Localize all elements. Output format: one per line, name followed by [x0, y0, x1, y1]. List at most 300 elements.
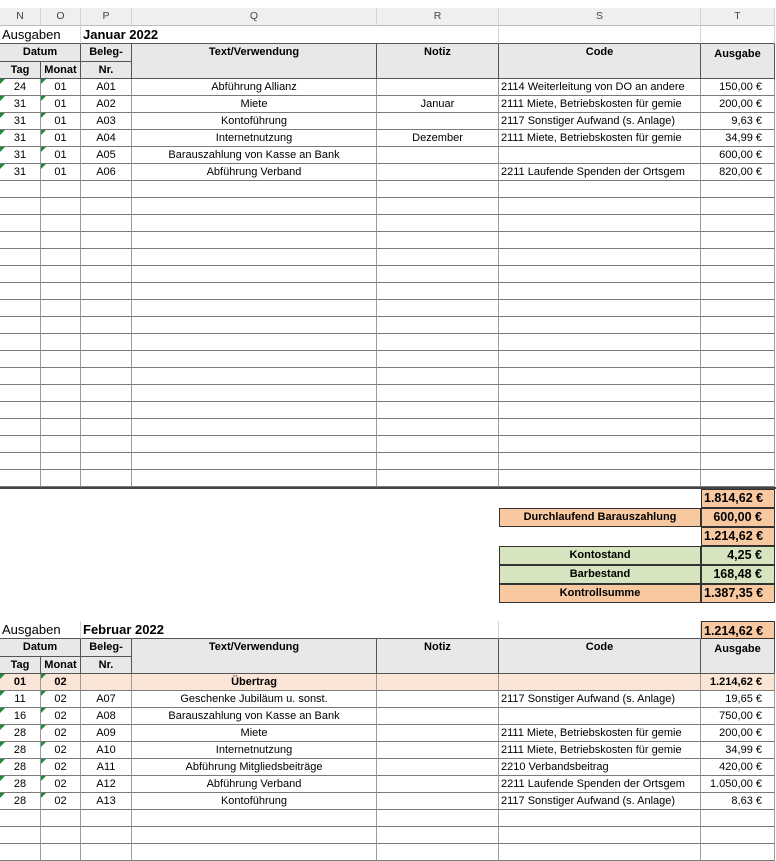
- empty-cell[interactable]: [499, 402, 701, 419]
- code-header[interactable]: Code: [499, 44, 701, 79]
- column-header-s[interactable]: S: [499, 8, 701, 26]
- empty-cell[interactable]: [41, 266, 81, 283]
- text-header[interactable]: Text/Verwendung: [132, 639, 377, 674]
- empty-cell[interactable]: [81, 419, 132, 436]
- empty-cell[interactable]: [499, 266, 701, 283]
- empty-cell[interactable]: [701, 198, 775, 215]
- ausgabe-cell[interactable]: 8,63 €: [701, 793, 775, 810]
- uebertrag-tag[interactable]: 01: [0, 674, 41, 691]
- code-cell[interactable]: 2117 Sonstiger Aufwand (s. Anlage): [499, 691, 701, 708]
- empty-cell[interactable]: [499, 334, 701, 351]
- table-row: [0, 725, 776, 742]
- empty-cell[interactable]: [0, 215, 41, 232]
- empty-row: [0, 385, 776, 402]
- tag-header[interactable]: Tag: [0, 657, 41, 674]
- empty-cell[interactable]: [701, 368, 775, 385]
- code-cell[interactable]: 2111 Miete, Betriebskosten für gemie: [499, 742, 701, 759]
- empty-cell[interactable]: [499, 215, 701, 232]
- empty-row: [0, 300, 776, 317]
- empty-cell[interactable]: [377, 368, 499, 385]
- empty-cell[interactable]: [377, 385, 499, 402]
- empty-cell[interactable]: [0, 453, 41, 470]
- empty-cell[interactable]: [41, 198, 81, 215]
- ausgabe-cell[interactable]: 420,00 €: [701, 759, 775, 776]
- notiz-header[interactable]: Notiz: [377, 639, 499, 674]
- empty-cell[interactable]: [499, 436, 701, 453]
- column-header-p[interactable]: P: [81, 8, 132, 26]
- notiz-cell[interactable]: [377, 164, 499, 181]
- empty-cell[interactable]: [0, 232, 41, 249]
- beleg-cell[interactable]: A09: [81, 725, 132, 742]
- ausgabe-cell[interactable]: 9,63 €: [701, 113, 775, 130]
- empty-cell[interactable]: [132, 419, 377, 436]
- empty-cell[interactable]: [377, 419, 499, 436]
- beleg-cell[interactable]: A04: [81, 130, 132, 147]
- empty-cell[interactable]: [81, 844, 132, 861]
- column-header-r[interactable]: R: [377, 8, 499, 26]
- barbestand-label[interactable]: Barbestand: [499, 565, 701, 584]
- tag-cell[interactable]: 28: [0, 742, 41, 759]
- empty-cell[interactable]: [41, 844, 81, 861]
- total-value[interactable]: 1.814,62 €: [701, 489, 775, 508]
- monat-header[interactable]: Monat: [41, 62, 81, 79]
- carry-value[interactable]: 1.214,62 €: [701, 621, 775, 639]
- empty-cell[interactable]: [81, 470, 132, 487]
- empty-cell[interactable]: [377, 827, 499, 844]
- ausgabe-cell[interactable]: 600,00 €: [701, 147, 775, 164]
- column-header-n[interactable]: N: [0, 8, 41, 26]
- empty-cell[interactable]: [81, 283, 132, 300]
- monat-cell[interactable]: 01: [41, 96, 81, 113]
- empty-cell[interactable]: [41, 470, 81, 487]
- empty-cell[interactable]: [377, 402, 499, 419]
- empty-cell[interactable]: [41, 334, 81, 351]
- empty-cell[interactable]: [499, 232, 701, 249]
- empty-cell[interactable]: [132, 334, 377, 351]
- empty-cell[interactable]: [132, 368, 377, 385]
- empty-cell[interactable]: [41, 453, 81, 470]
- empty-cell[interactable]: [81, 827, 132, 844]
- empty-cell[interactable]: [499, 827, 701, 844]
- empty-cell[interactable]: [701, 402, 775, 419]
- tag-cell[interactable]: 11: [0, 691, 41, 708]
- tag-cell[interactable]: 31: [0, 113, 41, 130]
- empty-row: [0, 334, 776, 351]
- month-label[interactable]: Februar 2022: [81, 621, 499, 639]
- empty-cell[interactable]: [701, 436, 775, 453]
- empty-cell[interactable]: [499, 844, 701, 861]
- empty-cell[interactable]: [377, 232, 499, 249]
- empty-cell[interactable]: [132, 232, 377, 249]
- empty-cell[interactable]: [701, 317, 775, 334]
- empty-cell[interactable]: [377, 436, 499, 453]
- tag-cell[interactable]: 28: [0, 793, 41, 810]
- beleg-cell[interactable]: A07: [81, 691, 132, 708]
- empty-cell[interactable]: [41, 827, 81, 844]
- empty-cell[interactable]: [132, 198, 377, 215]
- code-cell[interactable]: 2114 Weiterleitung von DO an andere: [499, 79, 701, 96]
- monat-cell[interactable]: 01: [41, 147, 81, 164]
- empty-cell[interactable]: [0, 198, 41, 215]
- tag-cell[interactable]: 16: [0, 708, 41, 725]
- notiz-cell[interactable]: [377, 147, 499, 164]
- kontostand-value[interactable]: 4,25 €: [701, 546, 775, 565]
- notiz-header[interactable]: Notiz: [377, 44, 499, 79]
- empty-cell[interactable]: [81, 368, 132, 385]
- empty-cell[interactable]: [81, 402, 132, 419]
- empty-cell[interactable]: [701, 215, 775, 232]
- column-header-o[interactable]: O: [41, 8, 81, 26]
- empty-cell[interactable]: [81, 232, 132, 249]
- empty-cell[interactable]: [81, 453, 132, 470]
- notiz-cell[interactable]: [377, 113, 499, 130]
- uebertrag-ausgabe[interactable]: 1.214,62 €: [701, 674, 775, 691]
- code-cell[interactable]: 2210 Verbandsbeitrag: [499, 759, 701, 776]
- table-row: [0, 759, 776, 776]
- empty-cell[interactable]: [0, 334, 41, 351]
- uebertrag-text[interactable]: Übertrag: [132, 674, 377, 691]
- empty-cell[interactable]: [377, 300, 499, 317]
- empty-cell[interactable]: [0, 470, 41, 487]
- notiz-cell[interactable]: [377, 793, 499, 810]
- monat-cell[interactable]: 02: [41, 793, 81, 810]
- empty-cell[interactable]: [499, 674, 701, 691]
- beleg-cell[interactable]: A03: [81, 113, 132, 130]
- empty-cell[interactable]: [377, 266, 499, 283]
- empty-cell[interactable]: [499, 368, 701, 385]
- ausgabe-cell[interactable]: 200,00 €: [701, 96, 775, 113]
- ausgabe-cell[interactable]: 1.050,00 €: [701, 776, 775, 793]
- uebertrag-monat[interactable]: 02: [41, 674, 81, 691]
- empty-cell[interactable]: [0, 810, 41, 827]
- empty-cell[interactable]: [41, 385, 81, 402]
- empty-cell[interactable]: [41, 351, 81, 368]
- empty-cell[interactable]: [377, 674, 499, 691]
- ausgabe-cell[interactable]: 200,00 €: [701, 725, 775, 742]
- text-cell[interactable]: Barauszahlung von Kasse an Bank: [132, 147, 377, 164]
- text-cell[interactable]: Miete: [132, 725, 377, 742]
- ausgabe-header[interactable]: Ausgabe: [701, 639, 775, 674]
- ausgabe-cell[interactable]: 34,99 €: [701, 130, 775, 147]
- monat-cell[interactable]: 02: [41, 742, 81, 759]
- empty-cell[interactable]: [132, 470, 377, 487]
- kontrollsumme-value[interactable]: 1.387,35 €: [701, 584, 775, 603]
- empty-cell[interactable]: [0, 827, 41, 844]
- notiz-cell[interactable]: [377, 79, 499, 96]
- notiz-cell[interactable]: [377, 725, 499, 742]
- empty-cell[interactable]: [377, 334, 499, 351]
- section-label[interactable]: Ausgaben: [0, 621, 81, 639]
- empty-cell[interactable]: [0, 436, 41, 453]
- empty-cell[interactable]: [81, 317, 132, 334]
- empty-cell[interactable]: [377, 351, 499, 368]
- empty-cell[interactable]: [0, 317, 41, 334]
- durchlaufend-label[interactable]: Durchlaufend Barauszahlung: [499, 508, 701, 527]
- empty-cell[interactable]: [701, 827, 775, 844]
- empty-cell[interactable]: [81, 810, 132, 827]
- ausgabe-cell[interactable]: 34,99 €: [701, 742, 775, 759]
- text-cell[interactable]: Abführung Mitgliedsbeiträge: [132, 759, 377, 776]
- beleg-cell[interactable]: A13: [81, 793, 132, 810]
- beleg-cell[interactable]: A02: [81, 96, 132, 113]
- table-row: [0, 79, 776, 96]
- text-cell[interactable]: Barauszahlung von Kasse an Bank: [132, 708, 377, 725]
- empty-cell[interactable]: [41, 181, 81, 198]
- empty-cell[interactable]: [701, 283, 775, 300]
- text-cell[interactable]: Kontoführung: [132, 793, 377, 810]
- tag-cell[interactable]: 28: [0, 776, 41, 793]
- empty-cell[interactable]: [701, 232, 775, 249]
- monat-cell[interactable]: 02: [41, 725, 81, 742]
- empty-cell[interactable]: [81, 198, 132, 215]
- tag-cell[interactable]: 31: [0, 147, 41, 164]
- empty-cell[interactable]: [81, 249, 132, 266]
- empty-cell[interactable]: [41, 249, 81, 266]
- monat-cell[interactable]: 02: [41, 708, 81, 725]
- monat-cell[interactable]: 01: [41, 79, 81, 96]
- empty-cell[interactable]: [41, 300, 81, 317]
- empty-cell[interactable]: [0, 283, 41, 300]
- code-cell[interactable]: 2117 Sonstiger Aufwand (s. Anlage): [499, 113, 701, 130]
- empty-cell[interactable]: [0, 844, 41, 861]
- empty-cell[interactable]: [41, 419, 81, 436]
- empty-cell[interactable]: [81, 351, 132, 368]
- ausgabe-header[interactable]: Ausgabe: [701, 44, 775, 79]
- code-cell[interactable]: 2117 Sonstiger Aufwand (s. Anlage): [499, 793, 701, 810]
- empty-cell[interactable]: [701, 470, 775, 487]
- table-row: [0, 691, 776, 708]
- tag-header[interactable]: Tag: [0, 62, 41, 79]
- empty-cell[interactable]: [0, 419, 41, 436]
- empty-cell[interactable]: [377, 283, 499, 300]
- empty-cell[interactable]: [701, 385, 775, 402]
- empty-cell[interactable]: [499, 26, 701, 44]
- empty-cell[interactable]: [499, 470, 701, 487]
- empty-row: [0, 810, 776, 827]
- text-cell[interactable]: Kontoführung: [132, 113, 377, 130]
- datum-header[interactable]: Datum: [0, 44, 81, 62]
- empty-cell[interactable]: [132, 317, 377, 334]
- tag-cell[interactable]: 31: [0, 130, 41, 147]
- empty-cell[interactable]: [81, 674, 132, 691]
- empty-cell[interactable]: [499, 385, 701, 402]
- empty-cell[interactable]: [132, 181, 377, 198]
- code-header[interactable]: Code: [499, 639, 701, 674]
- code-cell[interactable]: 2211 Laufende Spenden der Ortsgem: [499, 776, 701, 793]
- empty-row: [0, 232, 776, 249]
- text-cell[interactable]: Internetnutzung: [132, 130, 377, 147]
- code-cell[interactable]: 2111 Miete, Betriebskosten für gemie: [499, 725, 701, 742]
- empty-cell[interactable]: [499, 249, 701, 266]
- empty-cell[interactable]: [499, 351, 701, 368]
- tag-cell[interactable]: 24: [0, 79, 41, 96]
- empty-cell[interactable]: [499, 317, 701, 334]
- empty-row: [0, 368, 776, 385]
- empty-cell[interactable]: [499, 300, 701, 317]
- notiz-cell[interactable]: [377, 691, 499, 708]
- monat-cell[interactable]: 01: [41, 130, 81, 147]
- empty-cell[interactable]: [499, 453, 701, 470]
- kontrollsumme-label[interactable]: Kontrollsumme: [499, 584, 701, 603]
- empty-cell[interactable]: [41, 215, 81, 232]
- beleg-cell[interactable]: A08: [81, 708, 132, 725]
- beleg-header[interactable]: Beleg-: [81, 639, 132, 657]
- empty-cell[interactable]: [377, 453, 499, 470]
- empty-cell[interactable]: [81, 266, 132, 283]
- tag-cell[interactable]: 31: [0, 96, 41, 113]
- monat-cell[interactable]: 02: [41, 776, 81, 793]
- empty-cell[interactable]: [701, 453, 775, 470]
- empty-cell[interactable]: [0, 368, 41, 385]
- empty-cell[interactable]: [701, 266, 775, 283]
- empty-cell[interactable]: [701, 26, 775, 44]
- empty-cell[interactable]: [132, 436, 377, 453]
- code-cell[interactable]: 2111 Miete, Betriebskosten für gemie: [499, 130, 701, 147]
- empty-cell[interactable]: [132, 385, 377, 402]
- text-cell[interactable]: Geschenke Jubiläum u. sonst.: [132, 691, 377, 708]
- barbestand-value[interactable]: 168,48 €: [701, 565, 775, 584]
- month-label[interactable]: Januar 2022: [81, 26, 499, 44]
- empty-cell[interactable]: [701, 419, 775, 436]
- empty-cell[interactable]: [41, 283, 81, 300]
- monat-header[interactable]: Monat: [41, 657, 81, 674]
- code-cell[interactable]: 2111 Miete, Betriebskosten für gemie: [499, 96, 701, 113]
- monat-cell[interactable]: 02: [41, 691, 81, 708]
- empty-cell[interactable]: [499, 621, 701, 639]
- empty-cell[interactable]: [81, 334, 132, 351]
- empty-cell[interactable]: [701, 351, 775, 368]
- empty-cell[interactable]: [132, 215, 377, 232]
- empty-cell[interactable]: [132, 283, 377, 300]
- empty-cell[interactable]: [132, 827, 377, 844]
- empty-cell[interactable]: [377, 215, 499, 232]
- ausgabe-cell[interactable]: 150,00 €: [701, 79, 775, 96]
- empty-cell[interactable]: [377, 249, 499, 266]
- empty-cell[interactable]: [701, 300, 775, 317]
- notiz-cell[interactable]: [377, 708, 499, 725]
- empty-cell[interactable]: [41, 232, 81, 249]
- empty-cell[interactable]: [499, 198, 701, 215]
- empty-cell[interactable]: [701, 844, 775, 861]
- empty-cell[interactable]: [377, 810, 499, 827]
- empty-cell[interactable]: [132, 453, 377, 470]
- notiz-cell[interactable]: Januar: [377, 96, 499, 113]
- empty-cell[interactable]: [81, 215, 132, 232]
- notiz-cell[interactable]: [377, 742, 499, 759]
- ausgabe-cell[interactable]: 820,00 €: [701, 164, 775, 181]
- column-header-t[interactable]: T: [701, 8, 775, 26]
- empty-cell[interactable]: [0, 181, 41, 198]
- empty-cell[interactable]: [377, 470, 499, 487]
- empty-cell[interactable]: [0, 249, 41, 266]
- empty-cell[interactable]: [377, 317, 499, 334]
- text-cell[interactable]: Abführung Allianz: [132, 79, 377, 96]
- empty-cell[interactable]: [81, 385, 132, 402]
- empty-cell[interactable]: [0, 402, 41, 419]
- column-header-q[interactable]: Q: [132, 8, 377, 26]
- empty-cell[interactable]: [377, 181, 499, 198]
- tag-cell[interactable]: 28: [0, 759, 41, 776]
- empty-cell[interactable]: [41, 436, 81, 453]
- code-cell[interactable]: [499, 147, 701, 164]
- durchlaufend-value[interactable]: 600,00 €: [701, 508, 775, 527]
- ausgabe-cell[interactable]: 750,00 €: [701, 708, 775, 725]
- empty-cell[interactable]: [132, 300, 377, 317]
- empty-cell[interactable]: [41, 810, 81, 827]
- empty-cell[interactable]: [701, 334, 775, 351]
- beleg-cell[interactable]: A01: [81, 79, 132, 96]
- code-cell[interactable]: 2211 Laufende Spenden der Ortsgem: [499, 164, 701, 181]
- beleg-nr-header[interactable]: Nr.: [81, 657, 132, 674]
- monat-cell[interactable]: 01: [41, 113, 81, 130]
- empty-cell[interactable]: [132, 249, 377, 266]
- empty-cell[interactable]: [132, 402, 377, 419]
- code-cell[interactable]: [499, 708, 701, 725]
- empty-cell[interactable]: [132, 266, 377, 283]
- monat-cell[interactable]: 01: [41, 164, 81, 181]
- net-value[interactable]: 1.214,62 €: [701, 527, 775, 546]
- tag-cell[interactable]: 28: [0, 725, 41, 742]
- empty-cell[interactable]: [499, 181, 701, 198]
- beleg-cell[interactable]: A05: [81, 147, 132, 164]
- datum-header[interactable]: Datum: [0, 639, 81, 657]
- empty-cell[interactable]: [81, 300, 132, 317]
- section-label[interactable]: Ausgaben: [0, 26, 81, 44]
- empty-cell[interactable]: [499, 283, 701, 300]
- text-cell[interactable]: Internetnutzung: [132, 742, 377, 759]
- empty-cell[interactable]: [0, 351, 41, 368]
- empty-cell[interactable]: [377, 198, 499, 215]
- beleg-cell[interactable]: A06: [81, 164, 132, 181]
- empty-cell[interactable]: [0, 266, 41, 283]
- beleg-cell[interactable]: A11: [81, 759, 132, 776]
- kontostand-label[interactable]: Kontostand: [499, 546, 701, 565]
- empty-cell[interactable]: [701, 249, 775, 266]
- empty-cell[interactable]: [41, 402, 81, 419]
- table-row: [0, 793, 776, 810]
- beleg-cell[interactable]: A12: [81, 776, 132, 793]
- ausgabe-cell[interactable]: 19,65 €: [701, 691, 775, 708]
- notiz-cell[interactable]: [377, 776, 499, 793]
- empty-cell[interactable]: [81, 181, 132, 198]
- empty-cell[interactable]: [701, 181, 775, 198]
- text-cell[interactable]: Abführung Verband: [132, 164, 377, 181]
- tag-cell[interactable]: 31: [0, 164, 41, 181]
- text-header[interactable]: Text/Verwendung: [132, 44, 377, 79]
- empty-cell[interactable]: [499, 419, 701, 436]
- empty-cell[interactable]: [701, 810, 775, 827]
- empty-cell[interactable]: [377, 844, 499, 861]
- notiz-cell[interactable]: [377, 759, 499, 776]
- monat-cell[interactable]: 02: [41, 759, 81, 776]
- empty-cell[interactable]: [0, 300, 41, 317]
- beleg-header[interactable]: Beleg-: [81, 44, 132, 62]
- empty-cell[interactable]: [132, 844, 377, 861]
- beleg-nr-header[interactable]: Nr.: [81, 62, 132, 79]
- empty-cell[interactable]: [132, 810, 377, 827]
- empty-cell[interactable]: [41, 368, 81, 385]
- empty-cell[interactable]: [0, 385, 41, 402]
- text-cell[interactable]: Miete: [132, 96, 377, 113]
- summary-durchlaufend-row: [0, 508, 776, 527]
- notiz-cell[interactable]: Dezember: [377, 130, 499, 147]
- beleg-cell[interactable]: A10: [81, 742, 132, 759]
- text-cell[interactable]: Abführung Verband: [132, 776, 377, 793]
- empty-cell[interactable]: [132, 351, 377, 368]
- empty-cell[interactable]: [499, 810, 701, 827]
- empty-cell[interactable]: [41, 317, 81, 334]
- empty-cell[interactable]: [81, 436, 132, 453]
